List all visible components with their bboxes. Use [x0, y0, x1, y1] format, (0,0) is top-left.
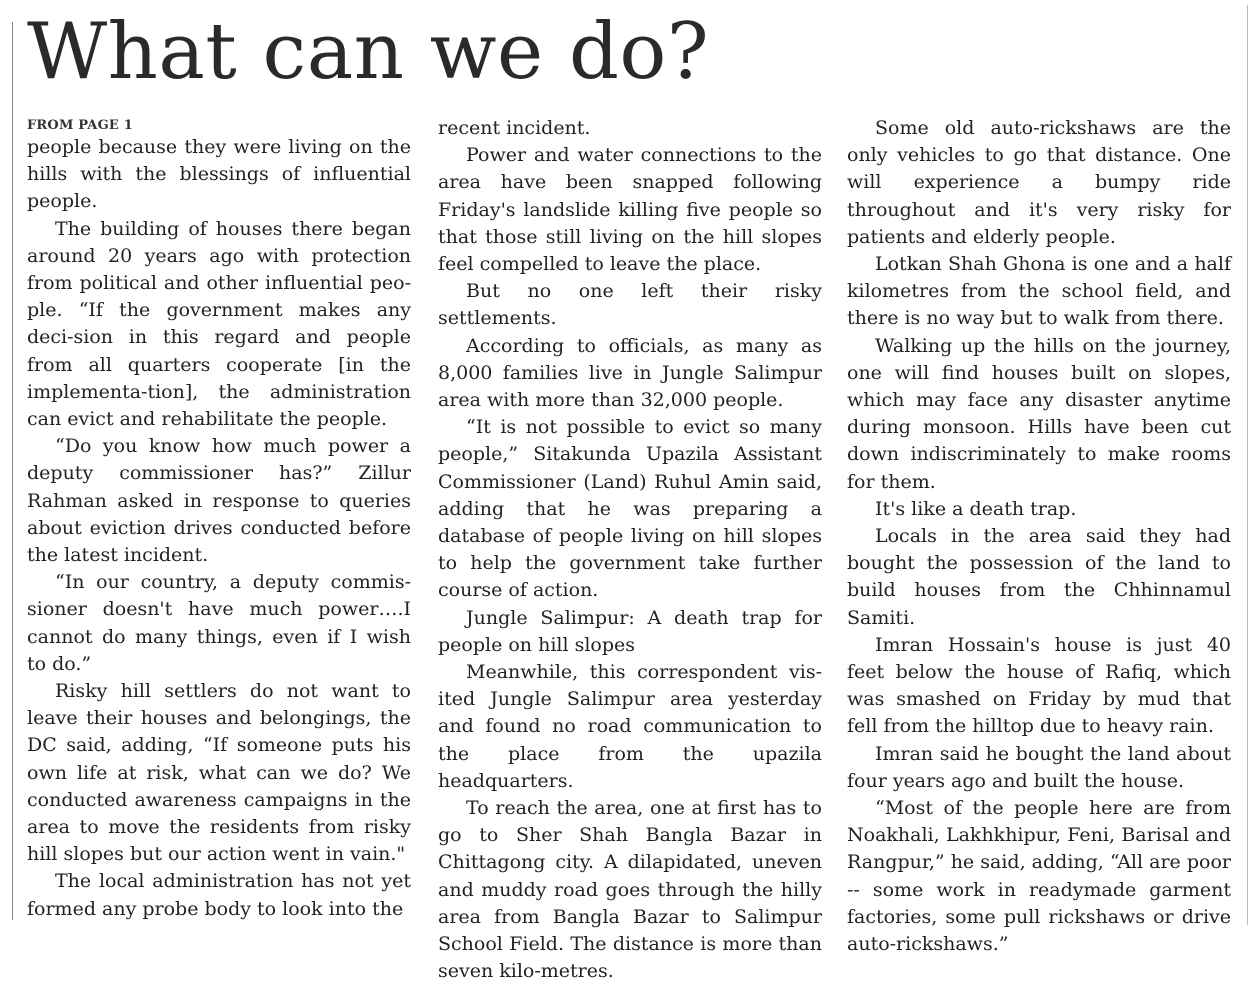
paragraph: people because they were living on the hills with the blessings of influential people.	[27, 136, 411, 213]
column-rule-right	[1247, 5, 1248, 925]
paragraph: Lotkan Shah Ghona is one and a half kilometres from the school field, and there is no way but to walk from there.	[847, 253, 1231, 330]
paragraph: Meanwhile, this correspondent vis-ited Jungle Salimpur area yesterday and found no road communication to the place from the upazila headquarters.	[438, 661, 822, 792]
paragraph: It's like a death trap.	[875, 497, 1077, 520]
article-column-3	[847, 115, 1231, 958]
paragraph: But no one left their risky settlements.	[438, 280, 822, 330]
paragraph: “Do you know how much power a deputy commissioner has?” Zillur Rahman asked in response to queries about eviction drives conducted before the latest incident.	[27, 435, 411, 567]
paragraph: Imran Hossain's house is just 40 feet below the house of Rafiq, which was smashed on Friday by mud that fell from the hilltop due to heavy rain.	[847, 633, 1231, 738]
paragraph: Risky hill settlers do not want to leave their houses and belongings, the DC said, adding, “If someone puts his own life at risk, what can we do? We conducted awareness campaigns in the area to move the residents from risky hill slopes but our action went in vain."	[27, 680, 411, 866]
paragraph: To reach the area, one at first has to go to Sher Shah Bangla Bazar in Chittagong city. A dilapidated, uneven and muddy road goes through the hilly area from Bangla Bazar to Salimpur School Field. The distance is more than seven kilo-metres.	[438, 797, 822, 983]
paragraph: Walking up the hills on the journey, one will find houses built on slopes, which may face any disaster anytime during monsoon. Hills have been cut down indiscriminately to make rooms for them.	[847, 334, 1231, 493]
paragraph: Some old auto-rickshaws are the only vehicles to go that distance. One will experience a bumpy ride throughout and it's very risky for patients and elderly people.	[847, 117, 1231, 248]
article-column-1	[27, 117, 411, 923]
paragraph: Locals in the area said they had bought the possession of the land to build houses from the Chhinnamul Samiti.	[847, 525, 1231, 629]
paragraph: The local administration has not yet formed any probe body to look into the	[27, 870, 411, 920]
paragraph: “Most of the people here are from Noakhali, Lakhkhipur, Feni, Barisal and Rangpur,” he said, adding, “All are poor -- some work in readymade garment factories, some pull rickshaws or drive auto-rickshaws.”	[847, 797, 1231, 956]
paragraph: According to officials, as many as 8,000 families live in Jungle Salimpur area with more than 32,000 people.	[438, 334, 822, 412]
column-rule-left	[12, 22, 13, 920]
kicker: FROM PAGE 1	[27, 118, 133, 133]
paragraph: “In our country, a deputy commis-sioner doesn't have much power….I cannot do many things, even if I wish to do.”	[27, 571, 411, 675]
subhead: Jungle Salimpur: A death trap for people on hill slopes	[438, 606, 822, 656]
paragraph: Imran said he bought the land about four years ago and built the house.	[847, 742, 1231, 792]
article-column-2	[438, 115, 822, 986]
paragraph: recent incident.	[438, 117, 591, 139]
paragraph: “It is not possible to evict so many people,” Sitakunda Upazila Assistant Commissioner (Land) Ruhul Amin said, adding that he was preparing a database of people living on hill slopes to help the government take further course of action.	[438, 416, 822, 602]
paragraph: Power and water connections to the area have been snapped following Friday's landslide killing five people so that those still living on the hill slopes feel compelled to leave the place.	[438, 144, 822, 276]
headline: What can we do?	[27, 7, 710, 97]
paragraph: The building of houses there began around 20 years ago with protection from political and other influential peo-ple. “If the government makes any deci-sion in this regard and people from all quarters cooperate [in the implementa-tion], the administration can evict and rehabilitate the people.	[27, 217, 411, 431]
